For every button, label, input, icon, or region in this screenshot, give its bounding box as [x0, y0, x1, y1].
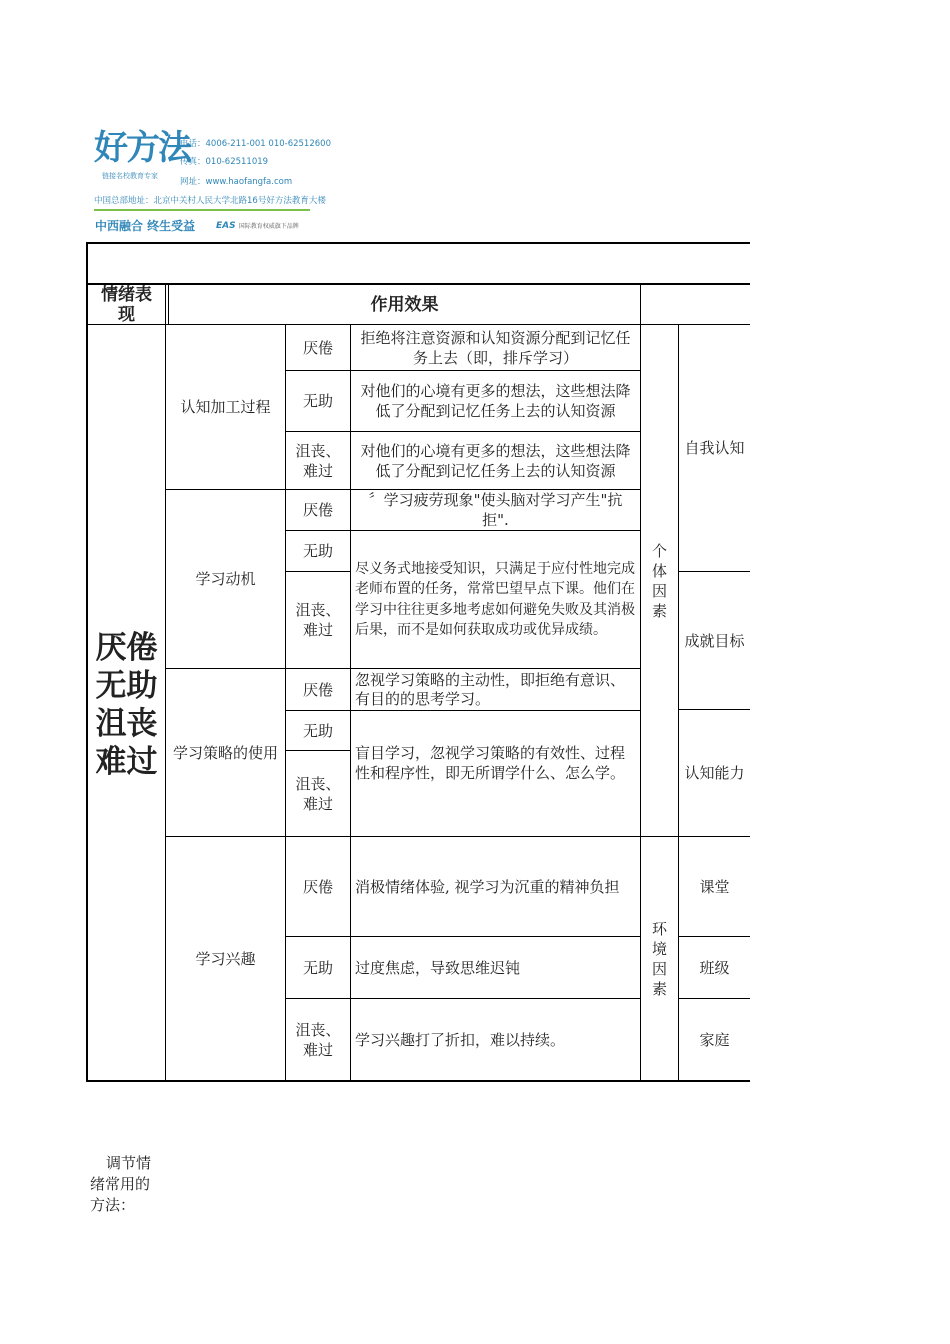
logo-slogan: 中西融合 终生受益	[95, 219, 196, 233]
emotion-bored: 厌倦	[302, 877, 333, 896]
subfactor-class: 班级	[699, 958, 730, 977]
emotion-bored: 厌倦	[302, 338, 333, 357]
subfactor-family: 家庭	[699, 1030, 730, 1049]
subfactor-classroom: 课堂	[699, 877, 730, 896]
logo-divider	[94, 209, 310, 211]
effect-cognitive-helpless: 对他们的心境有更多的想法，这些想法降低了分配到记忆任务上去的认知资源	[360, 382, 631, 420]
subfactor-achievement: 成就目标	[684, 631, 745, 650]
category-strategy: 学习策略的使用	[172, 743, 278, 762]
effect-strategy-bored: 忽视学习策略的主动性，即拒绝有意识、有目的的思考学习。	[355, 670, 626, 708]
emotion-depressed: 沮丧、难过	[295, 601, 341, 639]
effect-motivation-helpless-depressed: 尽义务式地接受知识，只满足于应付性地完成老师布置的任务，常常巴望早点下课。他们在学习中往往更多地考虑如何避免失败及其消极后果，而不是如何获取成功或优异成绩。	[355, 560, 635, 638]
factor-individual: 个体因素	[651, 541, 667, 620]
emotion-depressed: 沮丧、难过	[295, 1020, 341, 1059]
logo-partner	[216, 221, 299, 231]
emotion-helpless: 无助	[302, 392, 333, 410]
effect-interest-helpless: 过度焦虑，导致思维迟钝	[355, 958, 521, 977]
header-emotion: 情绪表现	[101, 284, 152, 325]
emotion-depressed: 沮丧、难过	[295, 441, 341, 480]
effect-cognitive-bored: 拒绝将注意资源和认知资源分配到记忆任务上去（即，排斥学习）	[360, 328, 631, 367]
emotion-bored: 厌倦	[302, 680, 333, 699]
subfactor-self-cognition: 自我认知	[684, 439, 745, 457]
emotion-helpless: 无助	[302, 721, 333, 740]
effect-motivation-bored: 〞学习疲劳现象"使头脑对学习产生"抗拒".	[368, 491, 623, 529]
emotion-bored: 厌倦	[302, 501, 333, 519]
company-logo	[92, 127, 331, 239]
factor-environment: 环境因素	[651, 919, 667, 998]
emotion-depressed: 沮丧、难过	[295, 774, 341, 813]
logo-tagline: 链接名校教育专家	[102, 172, 158, 180]
logo-brand: 好方法	[94, 128, 190, 168]
emotion-helpless: 无助	[302, 542, 333, 560]
logo-website: 网址：www.haofangfa.com	[180, 177, 293, 187]
logo-partner-mark: EAS	[216, 221, 236, 231]
effect-interest-depressed: 学习兴趣打了折扣，难以持续。	[355, 1030, 566, 1049]
footer-note: 调节情绪常用的方法：	[90, 1154, 152, 1214]
subfactor-cognitive-ability: 认知能力	[684, 764, 745, 782]
logo-fax: 传真：010-62511019	[180, 157, 269, 167]
emotion-summary: 厌倦无助沮丧难过	[95, 630, 158, 780]
category-interest: 学习兴趣	[195, 949, 256, 968]
effect-interest-bored: 消极情绪体验, 视学习为沉重的精神负担	[355, 877, 620, 896]
effect-strategy-helpless-depressed: 盲目学习，忽视学习策略的有效性、过程性和程序性，即无所谓学什么、怎么学。	[355, 744, 626, 782]
effect-cognitive-depressed: 对他们的心境有更多的想法，这些想法降低了分配到记忆任务上去的认知资源	[360, 441, 631, 480]
logo-phone: 电话：4006-211-001 010-62512600	[180, 139, 331, 149]
logo-address: 中国总部地址：北京中关村人民大学北路16号好方法教育大楼	[94, 196, 326, 206]
header-effect: 作用效果	[370, 294, 439, 315]
category-motivation: 学习动机	[195, 570, 256, 588]
emotion-helpless: 无助	[302, 958, 333, 977]
category-cognitive: 认知加工过程	[180, 398, 271, 416]
logo-partner-text: 国际教育权威旗下品牌	[238, 223, 299, 230]
